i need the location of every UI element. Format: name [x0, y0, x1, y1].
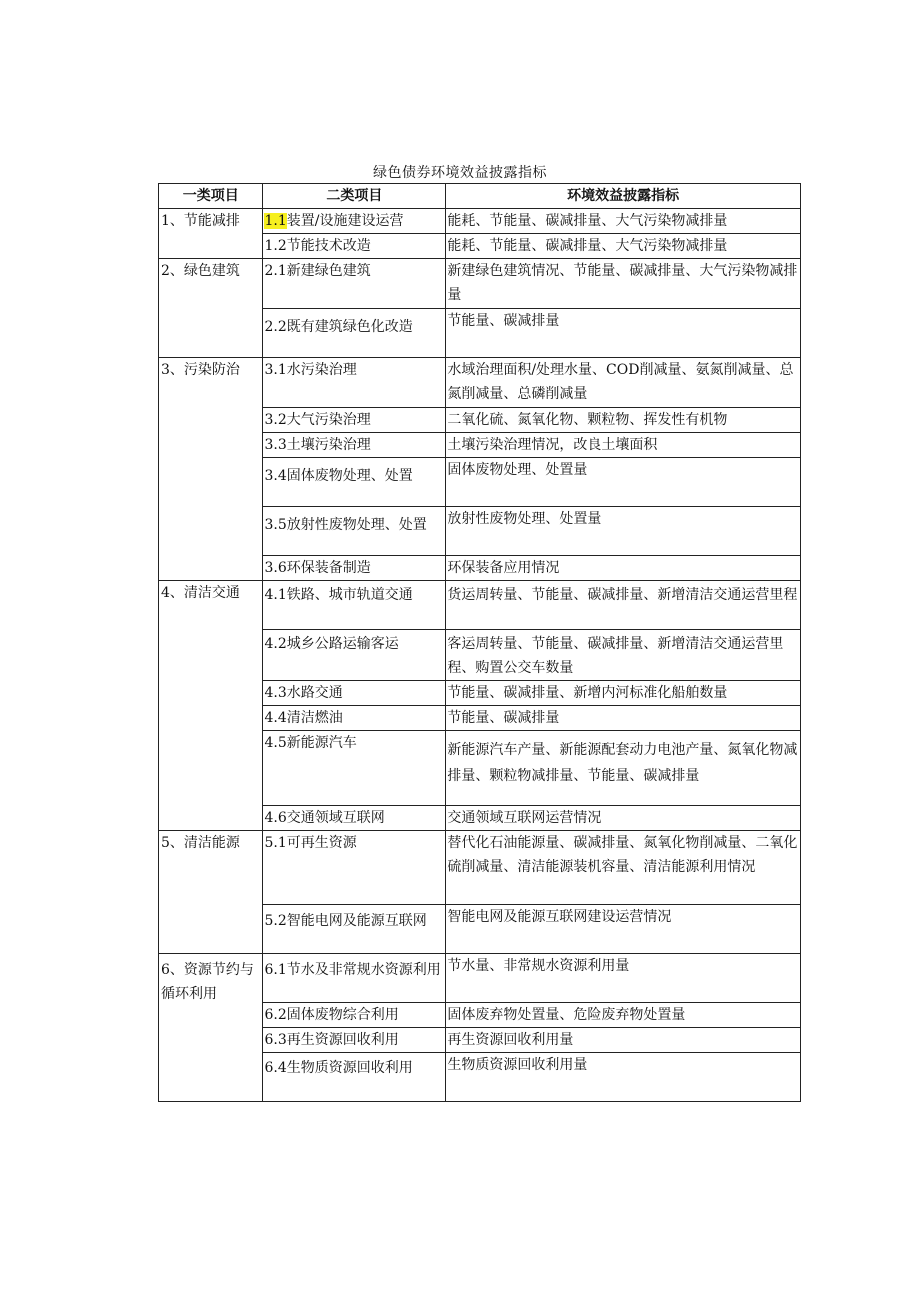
indicator-cell: 固体废物处理、处置量: [446, 458, 801, 507]
category-1-cell: 4、清洁交通: [159, 581, 263, 831]
indicator-cell: 节能量、碳减排量、新增内河标准化船舶数量: [446, 681, 801, 706]
category-2-cell: 5.2智能电网及能源互联网: [263, 905, 446, 954]
category-2-label: 装置/设施建设运营: [286, 213, 404, 229]
category-2-cell: 6.1节水及非常规水资源利用: [263, 954, 446, 1003]
category-2-cell: 4.2城乡公路运输客运: [263, 630, 446, 681]
column-header-category-1: 一类项目: [159, 184, 263, 209]
table-row: [159, 831, 801, 905]
table-row: [159, 358, 801, 408]
indicator-cell: 能耗、节能量、碳减排量、大气污染物减排量: [446, 234, 801, 259]
category-2-cell: 1.2节能技术改造: [263, 234, 446, 259]
indicator-cell: 水域治理面积/处理水量、COD削减量、氨氮削减量、总氮削减量、总磷削减量: [446, 358, 801, 408]
category-2-cell: 3.1水污染治理: [263, 358, 446, 408]
indicator-cell: 土壤污染治理情况，改良土壤面积: [446, 433, 801, 458]
category-2-cell: 4.4清洁燃油: [263, 706, 446, 731]
highlighted-item-number: 1.1: [264, 213, 287, 229]
indicator-cell: 节能量、碳减排量: [446, 706, 801, 731]
table-row: [159, 259, 801, 309]
column-header-category-2: 二类项目: [263, 184, 446, 209]
indicator-cell: 生物质资源回收利用量: [446, 1053, 801, 1102]
indicator-cell: 智能电网及能源互联网建设运营情况: [446, 905, 801, 954]
indicator-cell: 新能源汽车产量、新能源配套动力电池产量、氮氧化物减排量、颗粒物减排量、节能量、碳减排量: [446, 731, 801, 806]
indicator-cell: 货运周转量、节能量、碳减排量、新增清洁交通运营里程: [446, 581, 801, 630]
indicator-cell: 新建绿色建筑情况、节能量、碳减排量、大气污染物减排量: [446, 259, 801, 309]
table-row: [159, 581, 801, 630]
table-row: [159, 954, 801, 1003]
category-2-cell: 6.3再生资源回收利用: [263, 1028, 446, 1053]
category-2-cell: 6.2固体废物综合利用: [263, 1003, 446, 1028]
document-title: 绿色债券环境效益披露指标: [373, 165, 547, 181]
category-2-cell: 3.2大气污染治理: [263, 408, 446, 433]
column-header-indicators: 环境效益披露指标: [446, 184, 801, 209]
category-2-cell: 4.1铁路、城市轨道交通: [263, 581, 446, 630]
category-1-cell: 5、清洁能源: [159, 831, 263, 954]
indicator-table: [158, 183, 801, 1102]
indicator-cell: 节水量、非常规水资源利用量: [446, 954, 801, 1003]
indicator-cell: 环保装备应用情况: [446, 556, 801, 581]
category-2-cell: 2.1新建绿色建筑: [263, 259, 446, 309]
category-1-cell: 6、资源节约与循环利用: [159, 954, 263, 1102]
category-2-cell: 2.2既有建筑绿色化改造: [263, 309, 446, 358]
category-2-cell: 4.6交通领域互联网: [263, 806, 446, 831]
indicator-cell: 放射性废物处理、处置量: [446, 507, 801, 556]
indicator-cell: 二氧化硫、氮氧化物、颗粒物、挥发性有机物: [446, 408, 801, 433]
table-header-row: [159, 184, 801, 209]
table-row: [159, 209, 801, 234]
category-2-cell: 3.4固体废物处理、处置: [263, 458, 446, 507]
indicator-cell: 交通领域互联网运营情况: [446, 806, 801, 831]
category-1-cell: 3、污染防治: [159, 358, 263, 581]
category-2-cell: [263, 209, 446, 234]
category-2-cell: 4.5新能源汽车: [263, 731, 446, 806]
category-1-cell: 2、绿色建筑: [159, 259, 263, 358]
indicator-cell: 替代化石油能源量、碳减排量、氮氧化物削减量、二氧化硫削减量、清洁能源装机容量、清洁能源利用情况: [446, 831, 801, 905]
indicator-cell: 客运周转量、节能量、碳减排量、新增清洁交通运营里程、购置公交车数量: [446, 630, 801, 681]
category-2-cell: 5.1可再生资源: [263, 831, 446, 905]
indicator-cell: 能耗、节能量、碳减排量、大气污染物减排量: [446, 209, 801, 234]
indicator-cell: 固体废弃物处置量、危险废弃物处置量: [446, 1003, 801, 1028]
category-2-cell: 3.3土壤污染治理: [263, 433, 446, 458]
category-2-cell: 3.5放射性废物处理、处置: [263, 507, 446, 556]
indicator-cell: 节能量、碳减排量: [446, 309, 801, 358]
category-2-cell: 4.3水路交通: [263, 681, 446, 706]
category-2-cell: 3.6环保装备制造: [263, 556, 446, 581]
category-2-cell: 6.4生物质资源回收利用: [263, 1053, 446, 1102]
category-1-cell: 1、节能减排: [159, 209, 263, 259]
indicator-cell: 再生资源回收利用量: [446, 1028, 801, 1053]
